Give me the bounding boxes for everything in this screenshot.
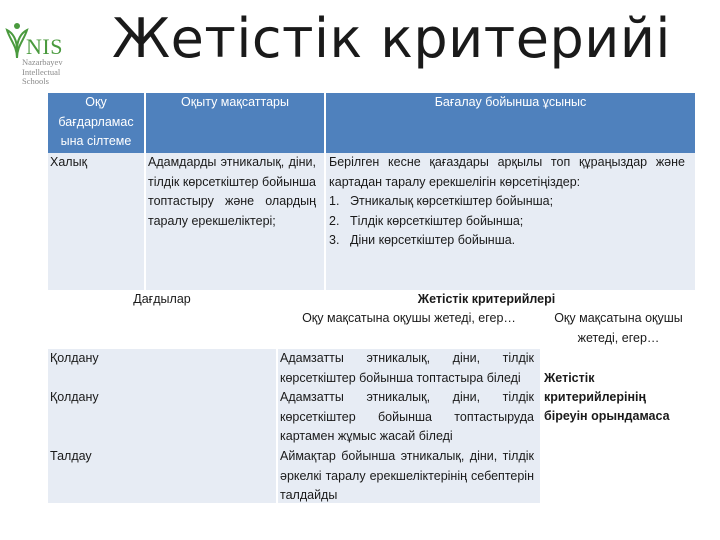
criterion-text: Аймақтар бойынша этникалық, діни, тілдік әркелкі таралу ерекшеліктерінің себептерін талдайды [280,449,534,502]
logo-subtitle: Nazarbayev Intellectual Schools [22,57,63,86]
skills-label: Дағдылар [133,292,191,306]
table-header-row [48,93,695,153]
page-title: Жетістік критерийі [112,7,671,70]
achieves-if-header: Оқу мақсатына оқушы жетеді, егер… [302,311,516,325]
assessment-offer-cell: Берілген кесне қағаздары арқылы топ құраңыздар және картадан таралу ерекшелігін көрсетіңіздер: 1. Этникалық көрсеткіштер бойынша; 2. Тілдік көрсеткіштер бойынша; 3. Діни көрсеткіштер бойынша. [326,153,695,290]
header-assessment-offer: Бағалау бойынша ұсыныс [326,93,695,153]
header-learning-goals: Оқыту мақсаттары [146,93,324,153]
skill-label: Қолдану [50,390,99,404]
criteria-column [278,349,540,503]
skill-label: Талдау [50,449,92,463]
not-achieved-column [542,349,695,503]
logo-wordmark: NIS [26,34,63,59]
criterion-text: Адамзатты этникалық, діни, тілдік көрсеткіштер бойынша топтастыруда картамен жұмыс жасай біледі [280,390,534,443]
nis-logo [2,14,92,94]
learning-goals-cell: Адамдарды этникалық, діни, тілдік көрсеткіштер бойынша топтастыру және олардың таралу ерекшеліктері; [146,153,324,290]
list-item: 3. Діни көрсеткіштер бойынша. [329,233,516,247]
not-achieved-text: Жетістік критерийлерінің біреуін орындамаса [544,371,670,423]
table-row [48,153,695,290]
list-item: 1. Этникалық көрсеткіштер бойынша; [329,194,554,208]
header-program-ref: Оқу бағдарламас ына сілтеме [48,93,144,153]
criterion-text: Адамзатты этникалық, діни, тілдік көрсеткіштер бойынша топтастыра біледі [280,351,534,385]
not-achieves-if-header: Оқу мақсатына оқушы жетеді, егер… [554,311,683,345]
skill-label: Қолдану [50,351,99,365]
assessment-list [329,192,685,251]
skills-header-row [48,290,695,346]
skills-column [48,349,276,503]
skills-table-body [48,349,695,503]
criteria-title: Жетістік критерийлері [417,292,556,306]
program-ref-cell: Халық [48,153,144,290]
list-item: 2. Тілдік көрсеткіштер бойынша; [329,213,524,228]
